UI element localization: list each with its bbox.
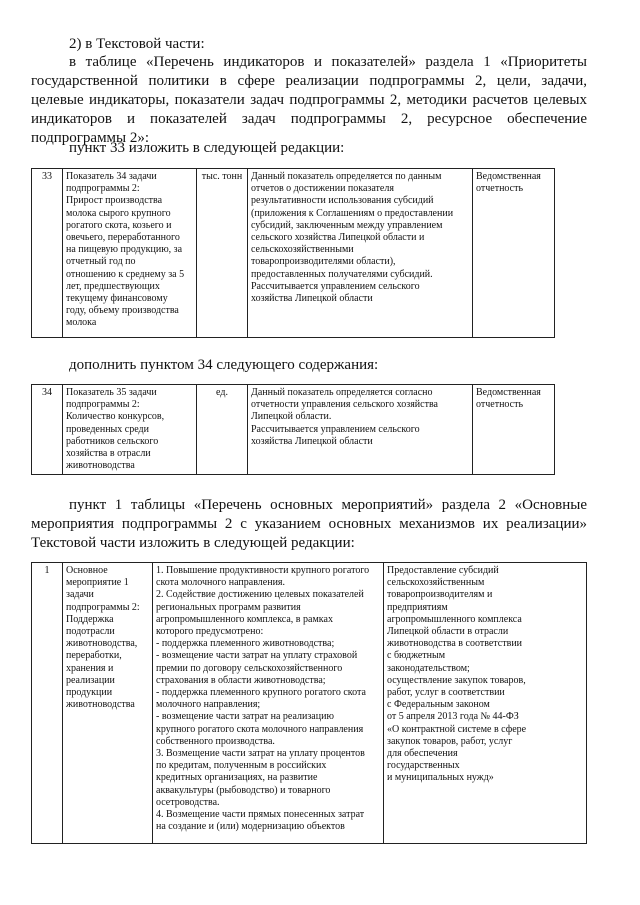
point33-line: пункт 33 изложить в следующей редакции: <box>69 140 345 156</box>
point34-line: дополнить пунктом 34 следующего содержания: <box>69 357 379 373</box>
unit-cell: тыс. тонн <box>197 169 248 338</box>
table-row <box>32 385 555 475</box>
indicator-table-34 <box>31 384 555 475</box>
point1-paragraph-text: пункт 1 таблицы «Перечень основных мероприятий» раздела 2 «Основные мероприятия подпрограммы 2 с указанием основных механизмов их реализации» Текстовой части изложить в следующей редакции: <box>31 497 587 551</box>
table-row <box>32 169 555 338</box>
row-number: 33 <box>32 169 63 338</box>
point1-paragraph <box>31 496 587 553</box>
method-cell: Данный показатель определяется по данным отчетов о достижении показателя результативности использования субсидий (приложения к Соглашениям о предоставлении субсидий, заключенным между управлением сельского хозяйства Липецкой области и сельскохозяйственными товаропроизводителями области), предоставленных получателями субсидий. Рассчитывается управлением сельского хозяйства Липецкой области <box>248 169 473 338</box>
source-cell: Ведомственная отчетность <box>473 385 555 475</box>
row-number: 1 <box>32 563 63 844</box>
measures-table <box>31 562 587 844</box>
indicator-table-33 <box>31 168 555 338</box>
source-cell: Ведомственная отчетность <box>473 169 555 338</box>
event-name: Основное мероприятие 1 задачи подпрограммы 2: Поддержка подотрасли животноводства, переработки, хранения и реализации продукции животноводства <box>63 563 153 844</box>
heading-line: 2) в Текстовой части: <box>69 36 205 52</box>
method-cell: Данный показатель определяется согласно отчетности управления сельского хозяйства Липецкой области. Рассчитывается управлением сельского хозяйства Липецкой области <box>248 385 473 475</box>
intro-paragraph <box>31 53 587 148</box>
unit-cell: ед. <box>197 385 248 475</box>
implementation-cell: Предоставление субсидий сельскохозяйственным товаропроизводителям и предприятиям агропромышленного комплекса Липецкой области в отрасли животноводства в соответствии с бюджетным законодательством; осуществление закупок товаров, работ, услуг в соответствии с Федеральным законом от 5 апреля 2013 года № 44-ФЗ «О контрактной системе в сфере закупок товаров, работ, услуг для обеспечения государственных и муниципальных нужд» <box>384 563 587 844</box>
table-row <box>32 563 587 844</box>
intro-paragraph-text: в таблице «Перечень индикаторов и показателей» раздела 1 «Приоритеты государственной политики в сфере реализации подпрограммы 2, цели, задачи, целевые индикаторы, показатели задач подпрограммы 2, методики расчетов целевых индикаторов и показателей задач подпрограммы 2, ресурсное обеспечение подпрограммы 2»: <box>31 54 587 146</box>
indicator-name: Показатель 34 задачи подпрограммы 2: Прирост производства молока сырого крупного рогатого скота, козьего и овечьего, переработанного на пищевую продукцию, за отчетный год по отношению к среднему за 5 лет, предшествующих текущему финансовому году, объему производства молока <box>63 169 197 338</box>
mechanisms-cell: 1. Повышение продуктивности крупного рогатого скота молочного направления. 2. Содействие достижению целевых показателей региональных программ развития агропромышленного комплекса, в рамках которого предусмотрено: - поддержка племенного животноводства; - возмещение части затрат на уплату страховой премии по договору сельскохозяйственного страхования в области животноводства; - поддержка племенного крупного рогатого скота молочного направления; - возмещение части затрат на реализацию крупного рогатого скота молочного направления собственного производства. 3. Возмещение части затрат на уплату процентов по кредитам, полученным в российских кредитных организациях, на развитие аквакультуры (рыбоводство) и товарного осетроводства. 4. Возмещение части прямых понесенных затрат на создание и (или) модернизацию объектов <box>153 563 384 844</box>
row-number: 34 <box>32 385 63 475</box>
indicator-name: Показатель 35 задачи подпрограммы 2: Количество конкурсов, проведенных среди работников сельского хозяйства в отрасли животноводства <box>63 385 197 475</box>
